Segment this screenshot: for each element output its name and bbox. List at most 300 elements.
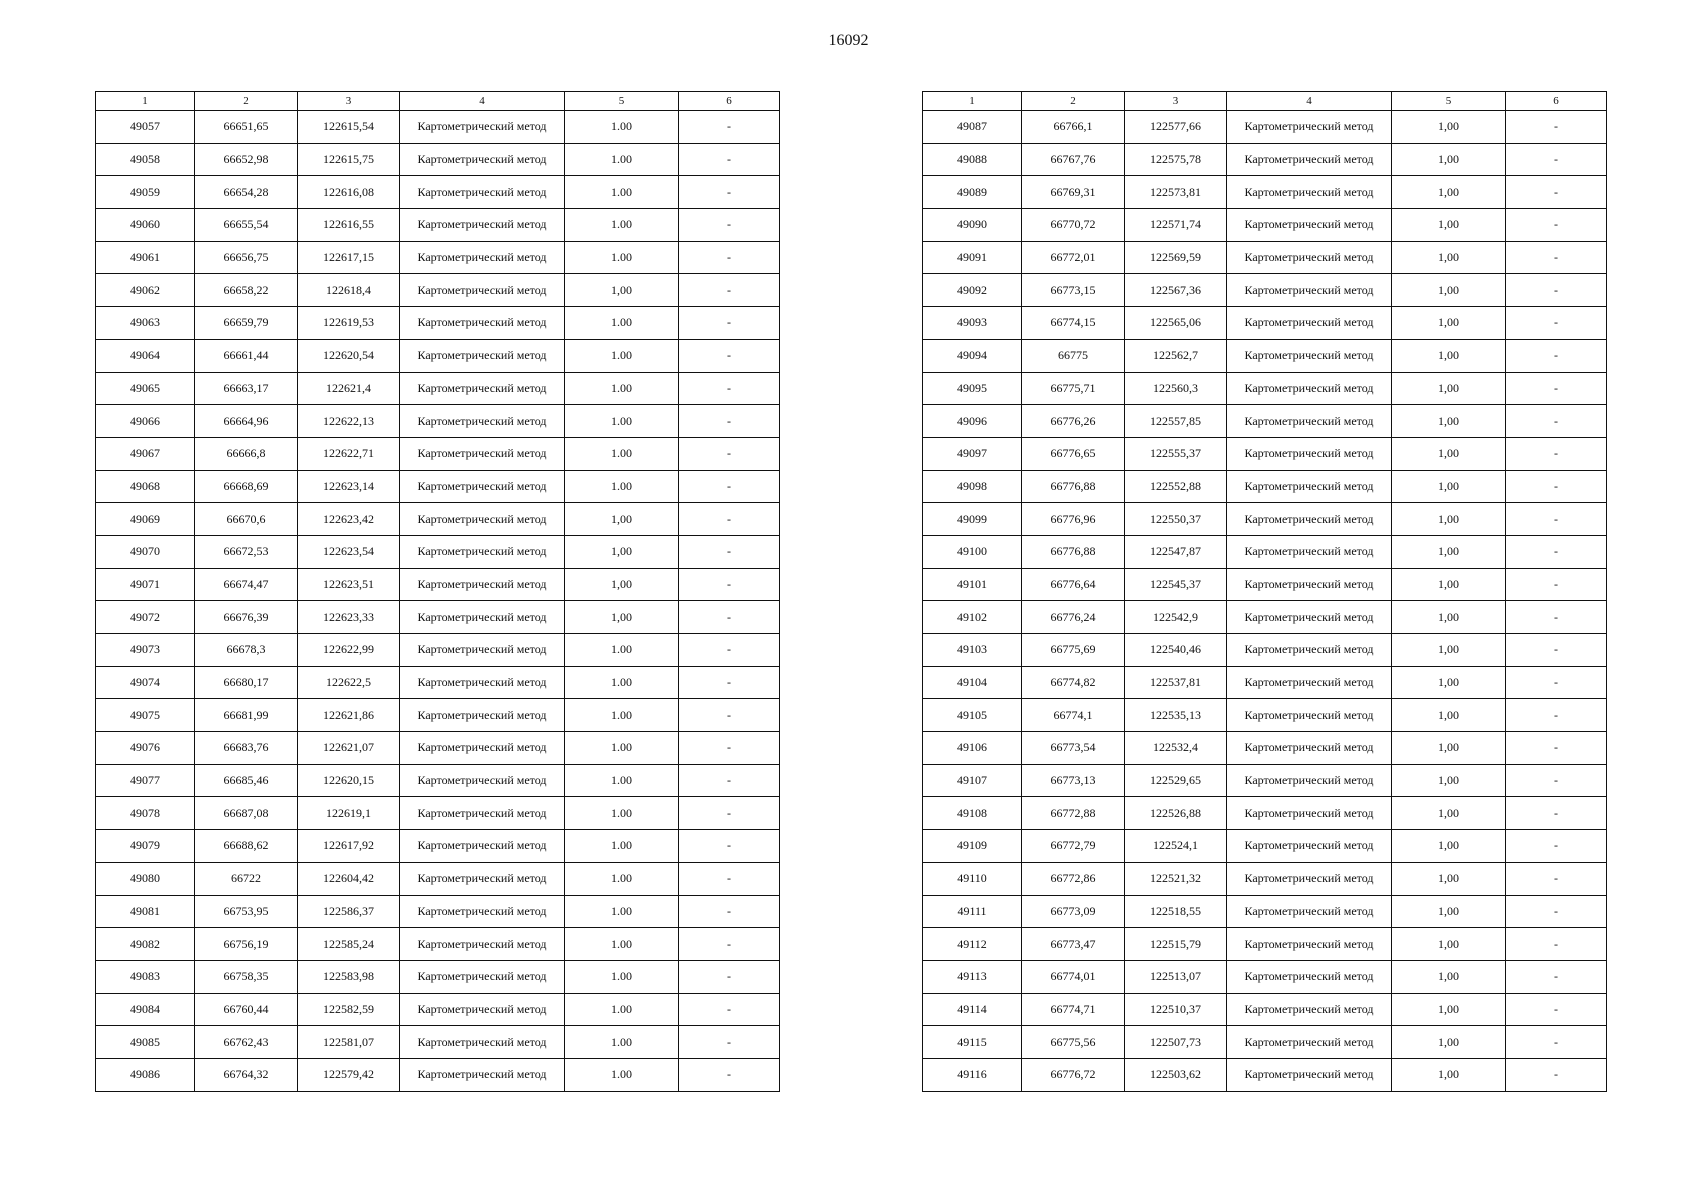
method-cell: Картометрический метод xyxy=(400,960,565,993)
x-coordinate-cell: 66772,79 xyxy=(1022,830,1125,863)
point-number-cell: 49077 xyxy=(96,764,195,797)
y-coordinate-cell: 122586,37 xyxy=(298,895,400,928)
method-cell: Картометрический метод xyxy=(1227,797,1392,830)
x-coordinate-cell: 66670,6 xyxy=(195,503,298,536)
y-coordinate-cell: 122623,42 xyxy=(298,503,400,536)
column-header-5: 5 xyxy=(1392,92,1506,111)
y-coordinate-cell: 122507,73 xyxy=(1125,1026,1227,1059)
description-cell: - xyxy=(679,732,780,765)
x-coordinate-cell: 66753,95 xyxy=(195,895,298,928)
accuracy-cell: 1,00 xyxy=(1392,1058,1506,1091)
point-number-cell: 49076 xyxy=(96,732,195,765)
point-number-cell: 49070 xyxy=(96,535,195,568)
method-cell: Картометрический метод xyxy=(400,601,565,634)
table-row xyxy=(923,307,1607,340)
description-cell: - xyxy=(679,405,780,438)
method-cell: Картометрический метод xyxy=(400,732,565,765)
method-cell: Картометрический метод xyxy=(1227,862,1392,895)
y-coordinate-cell: 122579,42 xyxy=(298,1058,400,1091)
coordinates-table-left xyxy=(95,91,780,1092)
accuracy-cell: 1.00 xyxy=(565,634,679,667)
accuracy-cell: 1,00 xyxy=(1392,601,1506,634)
table-row xyxy=(923,601,1607,634)
accuracy-cell: 1.00 xyxy=(565,830,679,863)
table-row xyxy=(923,732,1607,765)
description-cell: - xyxy=(1506,797,1607,830)
description-cell: - xyxy=(679,928,780,961)
method-cell: Картометрический метод xyxy=(1227,339,1392,372)
table-row xyxy=(923,241,1607,274)
accuracy-cell: 1.00 xyxy=(565,176,679,209)
point-number-cell: 49092 xyxy=(923,274,1022,307)
method-cell: Картометрический метод xyxy=(400,111,565,144)
y-coordinate-cell: 122621,86 xyxy=(298,699,400,732)
point-number-cell: 49078 xyxy=(96,797,195,830)
point-number-cell: 49080 xyxy=(96,862,195,895)
table-row xyxy=(96,470,780,503)
point-number-cell: 49107 xyxy=(923,764,1022,797)
x-coordinate-cell: 66681,99 xyxy=(195,699,298,732)
y-coordinate-cell: 122582,59 xyxy=(298,993,400,1026)
y-coordinate-cell: 122622,71 xyxy=(298,437,400,470)
description-cell: - xyxy=(1506,634,1607,667)
accuracy-cell: 1,00 xyxy=(565,568,679,601)
y-coordinate-cell: 122513,07 xyxy=(1125,960,1227,993)
accuracy-cell: 1.00 xyxy=(565,437,679,470)
method-cell: Картометрический метод xyxy=(1227,535,1392,568)
point-number-cell: 49060 xyxy=(96,209,195,242)
description-cell: - xyxy=(679,830,780,863)
y-coordinate-cell: 122565,06 xyxy=(1125,307,1227,340)
point-number-cell: 49062 xyxy=(96,274,195,307)
method-cell: Картометрический метод xyxy=(400,928,565,961)
x-coordinate-cell: 66762,43 xyxy=(195,1026,298,1059)
table-row xyxy=(96,960,780,993)
y-coordinate-cell: 122622,13 xyxy=(298,405,400,438)
method-cell: Картометрический метод xyxy=(1227,764,1392,797)
description-cell: - xyxy=(679,176,780,209)
method-cell: Картометрический метод xyxy=(1227,732,1392,765)
method-cell: Картометрический метод xyxy=(400,143,565,176)
x-coordinate-cell: 66655,54 xyxy=(195,209,298,242)
x-coordinate-cell: 66774,71 xyxy=(1022,993,1125,1026)
point-number-cell: 49094 xyxy=(923,339,1022,372)
table-row xyxy=(96,143,780,176)
x-coordinate-cell: 66772,01 xyxy=(1022,241,1125,274)
method-cell: Картометрический метод xyxy=(400,503,565,536)
description-cell: - xyxy=(679,699,780,732)
x-coordinate-cell: 66664,96 xyxy=(195,405,298,438)
description-cell: - xyxy=(679,437,780,470)
x-coordinate-cell: 66776,96 xyxy=(1022,503,1125,536)
description-cell: - xyxy=(1506,176,1607,209)
header-row xyxy=(923,92,1607,111)
y-coordinate-cell: 122622,5 xyxy=(298,666,400,699)
y-coordinate-cell: 122620,54 xyxy=(298,339,400,372)
method-cell: Картометрический метод xyxy=(1227,307,1392,340)
description-cell: - xyxy=(1506,1058,1607,1091)
method-cell: Картометрический метод xyxy=(1227,666,1392,699)
y-coordinate-cell: 122623,51 xyxy=(298,568,400,601)
method-cell: Картометрический метод xyxy=(400,470,565,503)
y-coordinate-cell: 122510,37 xyxy=(1125,993,1227,1026)
y-coordinate-cell: 122569,59 xyxy=(1125,241,1227,274)
description-cell: - xyxy=(1506,699,1607,732)
accuracy-cell: 1,00 xyxy=(565,601,679,634)
y-coordinate-cell: 122583,98 xyxy=(298,960,400,993)
point-number-cell: 49105 xyxy=(923,699,1022,732)
description-cell: - xyxy=(1506,307,1607,340)
description-cell: - xyxy=(679,535,780,568)
accuracy-cell: 1.00 xyxy=(565,209,679,242)
y-coordinate-cell: 122617,15 xyxy=(298,241,400,274)
description-cell: - xyxy=(1506,764,1607,797)
x-coordinate-cell: 66772,86 xyxy=(1022,862,1125,895)
table-row xyxy=(96,699,780,732)
point-number-cell: 49111 xyxy=(923,895,1022,928)
y-coordinate-cell: 122616,08 xyxy=(298,176,400,209)
table-row xyxy=(923,797,1607,830)
description-cell: - xyxy=(1506,928,1607,961)
table-row xyxy=(96,1026,780,1059)
description-cell: - xyxy=(1506,274,1607,307)
y-coordinate-cell: 122604,42 xyxy=(298,862,400,895)
description-cell: - xyxy=(1506,666,1607,699)
table-row xyxy=(923,470,1607,503)
table-row xyxy=(923,176,1607,209)
description-cell: - xyxy=(1506,960,1607,993)
y-coordinate-cell: 122621,07 xyxy=(298,732,400,765)
point-number-cell: 49101 xyxy=(923,568,1022,601)
accuracy-cell: 1,00 xyxy=(1392,568,1506,601)
y-coordinate-cell: 122557,85 xyxy=(1125,405,1227,438)
point-number-cell: 49068 xyxy=(96,470,195,503)
description-cell: - xyxy=(679,339,780,372)
point-number-cell: 49097 xyxy=(923,437,1022,470)
table-row xyxy=(923,1058,1607,1091)
method-cell: Картометрический метод xyxy=(1227,895,1392,928)
point-number-cell: 49082 xyxy=(96,928,195,961)
x-coordinate-cell: 66772,88 xyxy=(1022,797,1125,830)
x-coordinate-cell: 66775,71 xyxy=(1022,372,1125,405)
x-coordinate-cell: 66722 xyxy=(195,862,298,895)
method-cell: Картометрический метод xyxy=(1227,634,1392,667)
y-coordinate-cell: 122577,66 xyxy=(1125,111,1227,144)
accuracy-cell: 1,00 xyxy=(565,274,679,307)
x-coordinate-cell: 66666,8 xyxy=(195,437,298,470)
y-coordinate-cell: 122571,74 xyxy=(1125,209,1227,242)
table-row xyxy=(96,797,780,830)
accuracy-cell: 1.00 xyxy=(565,895,679,928)
accuracy-cell: 1,00 xyxy=(1392,372,1506,405)
accuracy-cell: 1.00 xyxy=(565,307,679,340)
method-cell: Картометрический метод xyxy=(400,405,565,438)
y-coordinate-cell: 122542,9 xyxy=(1125,601,1227,634)
x-coordinate-cell: 66773,09 xyxy=(1022,895,1125,928)
method-cell: Картометрический метод xyxy=(1227,568,1392,601)
x-coordinate-cell: 66776,64 xyxy=(1022,568,1125,601)
point-number-cell: 49106 xyxy=(923,732,1022,765)
accuracy-cell: 1,00 xyxy=(1392,307,1506,340)
method-cell: Картометрический метод xyxy=(1227,1058,1392,1091)
point-number-cell: 49075 xyxy=(96,699,195,732)
x-coordinate-cell: 66764,32 xyxy=(195,1058,298,1091)
method-cell: Картометрический метод xyxy=(1227,209,1392,242)
point-number-cell: 49081 xyxy=(96,895,195,928)
accuracy-cell: 1.00 xyxy=(565,1058,679,1091)
x-coordinate-cell: 66687,08 xyxy=(195,797,298,830)
x-coordinate-cell: 66658,22 xyxy=(195,274,298,307)
table-row xyxy=(923,699,1607,732)
table-row xyxy=(923,1026,1607,1059)
method-cell: Картометрический метод xyxy=(1227,503,1392,536)
accuracy-cell: 1,00 xyxy=(1392,111,1506,144)
x-coordinate-cell: 66770,72 xyxy=(1022,209,1125,242)
table-row xyxy=(923,895,1607,928)
description-cell: - xyxy=(679,307,780,340)
method-cell: Картометрический метод xyxy=(400,993,565,1026)
table-row xyxy=(96,405,780,438)
accuracy-cell: 1,00 xyxy=(1392,535,1506,568)
table-row xyxy=(923,928,1607,961)
table-row xyxy=(923,993,1607,1026)
method-cell: Картометрический метод xyxy=(400,830,565,863)
table-row xyxy=(96,928,780,961)
y-coordinate-cell: 122503,62 xyxy=(1125,1058,1227,1091)
method-cell: Картометрический метод xyxy=(1227,699,1392,732)
accuracy-cell: 1,00 xyxy=(1392,830,1506,863)
x-coordinate-cell: 66774,1 xyxy=(1022,699,1125,732)
point-number-cell: 49104 xyxy=(923,666,1022,699)
y-coordinate-cell: 122552,88 xyxy=(1125,470,1227,503)
table-row xyxy=(96,732,780,765)
description-cell: - xyxy=(1506,1026,1607,1059)
table-row xyxy=(96,764,780,797)
x-coordinate-cell: 66773,13 xyxy=(1022,764,1125,797)
y-coordinate-cell: 122619,53 xyxy=(298,307,400,340)
point-number-cell: 49110 xyxy=(923,862,1022,895)
method-cell: Картометрический метод xyxy=(1227,274,1392,307)
y-coordinate-cell: 122615,54 xyxy=(298,111,400,144)
method-cell: Картометрический метод xyxy=(400,699,565,732)
accuracy-cell: 1.00 xyxy=(565,928,679,961)
method-cell: Картометрический метод xyxy=(1227,405,1392,438)
y-coordinate-cell: 122540,46 xyxy=(1125,634,1227,667)
description-cell: - xyxy=(679,274,780,307)
accuracy-cell: 1,00 xyxy=(1392,209,1506,242)
method-cell: Картометрический метод xyxy=(1227,143,1392,176)
table-row xyxy=(96,830,780,863)
table-row xyxy=(96,895,780,928)
accuracy-cell: 1.00 xyxy=(565,470,679,503)
y-coordinate-cell: 122535,13 xyxy=(1125,699,1227,732)
x-coordinate-cell: 66769,31 xyxy=(1022,176,1125,209)
method-cell: Картометрический метод xyxy=(400,862,565,895)
point-number-cell: 49058 xyxy=(96,143,195,176)
accuracy-cell: 1.00 xyxy=(565,666,679,699)
point-number-cell: 49073 xyxy=(96,634,195,667)
table-row xyxy=(923,830,1607,863)
point-number-cell: 49059 xyxy=(96,176,195,209)
accuracy-cell: 1,00 xyxy=(1392,732,1506,765)
column-header-6: 6 xyxy=(679,92,780,111)
point-number-cell: 49112 xyxy=(923,928,1022,961)
method-cell: Картометрический метод xyxy=(400,209,565,242)
table-row xyxy=(96,339,780,372)
accuracy-cell: 1.00 xyxy=(565,764,679,797)
description-cell: - xyxy=(679,470,780,503)
description-cell: - xyxy=(679,797,780,830)
accuracy-cell: 1.00 xyxy=(565,405,679,438)
method-cell: Картометрический метод xyxy=(1227,830,1392,863)
x-coordinate-cell: 66668,69 xyxy=(195,470,298,503)
description-cell: - xyxy=(1506,895,1607,928)
description-cell: - xyxy=(679,993,780,1026)
header-row xyxy=(96,92,780,111)
point-number-cell: 49115 xyxy=(923,1026,1022,1059)
point-number-cell: 49095 xyxy=(923,372,1022,405)
x-coordinate-cell: 66683,76 xyxy=(195,732,298,765)
x-coordinate-cell: 66773,15 xyxy=(1022,274,1125,307)
point-number-cell: 49109 xyxy=(923,830,1022,863)
y-coordinate-cell: 122623,33 xyxy=(298,601,400,634)
x-coordinate-cell: 66767,76 xyxy=(1022,143,1125,176)
method-cell: Картометрический метод xyxy=(400,568,565,601)
point-number-cell: 49083 xyxy=(96,960,195,993)
description-cell: - xyxy=(1506,830,1607,863)
y-coordinate-cell: 122615,75 xyxy=(298,143,400,176)
method-cell: Картометрический метод xyxy=(400,339,565,372)
table-header xyxy=(96,92,780,111)
description-cell: - xyxy=(1506,372,1607,405)
method-cell: Картометрический метод xyxy=(400,797,565,830)
accuracy-cell: 1,00 xyxy=(1392,699,1506,732)
x-coordinate-cell: 66760,44 xyxy=(195,993,298,1026)
point-number-cell: 49114 xyxy=(923,993,1022,1026)
y-coordinate-cell: 122526,88 xyxy=(1125,797,1227,830)
x-coordinate-cell: 66674,47 xyxy=(195,568,298,601)
table-row xyxy=(923,568,1607,601)
accuracy-cell: 1.00 xyxy=(565,862,679,895)
accuracy-cell: 1.00 xyxy=(565,1026,679,1059)
y-coordinate-cell: 122521,32 xyxy=(1125,862,1227,895)
y-coordinate-cell: 122567,36 xyxy=(1125,274,1227,307)
accuracy-cell: 1,00 xyxy=(1392,241,1506,274)
x-coordinate-cell: 66776,72 xyxy=(1022,1058,1125,1091)
y-coordinate-cell: 122545,37 xyxy=(1125,568,1227,601)
table-row xyxy=(96,274,780,307)
column-header-1: 1 xyxy=(96,92,195,111)
accuracy-cell: 1.00 xyxy=(565,960,679,993)
description-cell: - xyxy=(679,960,780,993)
method-cell: Картометрический метод xyxy=(1227,241,1392,274)
method-cell: Картометрический метод xyxy=(400,241,565,274)
y-coordinate-cell: 122555,37 xyxy=(1125,437,1227,470)
accuracy-cell: 1.00 xyxy=(565,111,679,144)
accuracy-cell: 1.00 xyxy=(565,732,679,765)
y-coordinate-cell: 122620,15 xyxy=(298,764,400,797)
point-number-cell: 49085 xyxy=(96,1026,195,1059)
x-coordinate-cell: 66656,75 xyxy=(195,241,298,274)
x-coordinate-cell: 66775,56 xyxy=(1022,1026,1125,1059)
description-cell: - xyxy=(679,372,780,405)
point-number-cell: 49113 xyxy=(923,960,1022,993)
method-cell: Картометрический метод xyxy=(1227,372,1392,405)
table-row xyxy=(923,437,1607,470)
description-cell: - xyxy=(1506,862,1607,895)
method-cell: Картометрический метод xyxy=(1227,993,1392,1026)
accuracy-cell: 1,00 xyxy=(1392,503,1506,536)
description-cell: - xyxy=(679,241,780,274)
accuracy-cell: 1,00 xyxy=(1392,274,1506,307)
table-row xyxy=(923,111,1607,144)
method-cell: Картометрический метод xyxy=(1227,176,1392,209)
description-cell: - xyxy=(679,111,780,144)
table-row xyxy=(923,503,1607,536)
table-row xyxy=(923,666,1607,699)
table-body xyxy=(923,111,1607,1092)
accuracy-cell: 1.00 xyxy=(565,797,679,830)
y-coordinate-cell: 122616,55 xyxy=(298,209,400,242)
accuracy-cell: 1.00 xyxy=(565,143,679,176)
x-coordinate-cell: 66758,35 xyxy=(195,960,298,993)
table-row xyxy=(96,176,780,209)
accuracy-cell: 1,00 xyxy=(1392,634,1506,667)
x-coordinate-cell: 66774,01 xyxy=(1022,960,1125,993)
accuracy-cell: 1,00 xyxy=(1392,895,1506,928)
x-coordinate-cell: 66680,17 xyxy=(195,666,298,699)
table-row xyxy=(96,862,780,895)
point-number-cell: 49069 xyxy=(96,503,195,536)
y-coordinate-cell: 122623,54 xyxy=(298,535,400,568)
x-coordinate-cell: 66773,54 xyxy=(1022,732,1125,765)
point-number-cell: 49084 xyxy=(96,993,195,1026)
y-coordinate-cell: 122518,55 xyxy=(1125,895,1227,928)
x-coordinate-cell: 66776,24 xyxy=(1022,601,1125,634)
point-number-cell: 49103 xyxy=(923,634,1022,667)
point-number-cell: 49066 xyxy=(96,405,195,438)
accuracy-cell: 1,00 xyxy=(1392,666,1506,699)
accuracy-cell: 1,00 xyxy=(1392,862,1506,895)
point-number-cell: 49102 xyxy=(923,601,1022,634)
table-row xyxy=(96,241,780,274)
accuracy-cell: 1,00 xyxy=(565,503,679,536)
description-cell: - xyxy=(1506,732,1607,765)
x-coordinate-cell: 66672,53 xyxy=(195,535,298,568)
method-cell: Картометрический метод xyxy=(400,634,565,667)
x-coordinate-cell: 66685,46 xyxy=(195,764,298,797)
x-coordinate-cell: 66775 xyxy=(1022,339,1125,372)
table-row xyxy=(96,993,780,1026)
table-row xyxy=(96,372,780,405)
page-number: 16092 xyxy=(828,32,869,49)
x-coordinate-cell: 66774,15 xyxy=(1022,307,1125,340)
description-cell: - xyxy=(1506,339,1607,372)
accuracy-cell: 1.00 xyxy=(565,993,679,1026)
table-row xyxy=(96,437,780,470)
description-cell: - xyxy=(1506,470,1607,503)
point-number-cell: 49116 xyxy=(923,1058,1022,1091)
x-coordinate-cell: 66774,82 xyxy=(1022,666,1125,699)
accuracy-cell: 1,00 xyxy=(1392,797,1506,830)
table-row xyxy=(923,862,1607,895)
y-coordinate-cell: 122524,1 xyxy=(1125,830,1227,863)
method-cell: Картометрический метод xyxy=(400,274,565,307)
description-cell: - xyxy=(1506,405,1607,438)
method-cell: Картометрический метод xyxy=(400,535,565,568)
y-coordinate-cell: 122573,81 xyxy=(1125,176,1227,209)
y-coordinate-cell: 122581,07 xyxy=(298,1026,400,1059)
